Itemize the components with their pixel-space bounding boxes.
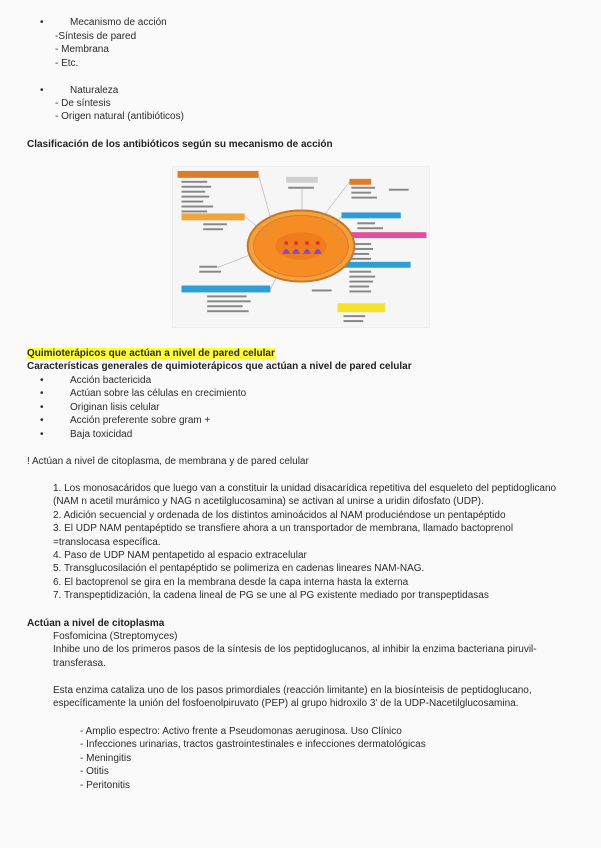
list-item: • Originan lisis celular [40,401,160,413]
list-item: • Acción bactericida [40,375,152,386]
steps-list [53,482,556,603]
list-item: - Amplio espectro: Activo frente a Pseudomonas aeruginosa. Uso Clínico [80,726,402,737]
paragraph-line: Esta enzima cataliza uno de los pasos primordiales (reacción limitante) en la biosínteisis de peptidoglucano, [53,685,532,696]
antibiotic-mechanism-diagram [172,166,430,328]
list-item: 1. Los monosacáridos que luego van a constituir la unidad disacarídica repetitiva del esqueleto del peptidoglicano [53,483,557,494]
list-item: - Membrana [55,44,109,56]
fosfomicina-paragraph [53,684,532,711]
list-item: • Acción preferente sobre gram + [40,415,211,427]
bullet-naturaleza [70,84,118,97]
bullet-mecanismo [70,16,167,29]
list-item: -Síntesis de pared [55,31,137,42]
fosfomicina-title: Fosfomicina (Streptomyces) [53,631,178,642]
list-item: - De síntesis [55,98,111,109]
fosfomicina-block [53,630,537,670]
list-item: 5. Transglucosilación el pentapéptido se polimeriza en cadenas lineares NAM-NAG. [53,563,425,575]
list-item: 7. Transpeptidización, la cadena lineal de PG se une al PG existente mediado por transpeptidasas [53,590,489,602]
classification-heading: Clasificación de los antibióticos según su mecanismo de acción [27,139,333,150]
characteristics-heading: Características generales de quimioterápicos que actúan a nivel de pared celular [27,361,412,372]
paragraph-line: específicamente la unión del fosfoenolpiruvato (PEP) al grupo hidroxilo 3' de la UDP-Nacetilglucosamina. [53,698,519,710]
list-item: =translocasa específica. [53,536,161,548]
highlight-heading-text: Quimioterápicos que actúan a nivel de pared celular [27,348,275,359]
list-item: - Peritonitis [80,779,131,791]
list-item: - Etc. [55,57,79,69]
list-item: (NAM n acetil murámico y NAG n acetilglucosamina) se activan al unirse a uridin difosfato (UDP). [53,496,484,508]
list-item: - Origen natural (antibióticos) [55,111,184,123]
list-item: • Baja toxicidad [40,428,133,440]
list-item: - Meningitis [80,752,132,764]
characteristics-list [40,374,247,441]
mecanismo-items [55,30,136,70]
fosfomicina-uses [80,725,426,792]
highlight-heading [27,347,275,360]
list-item: • Actúan sobre las células en crecimiento [40,388,247,400]
bullet-naturaleza-title: Naturaleza [70,85,119,96]
list-item: - Otitis [80,766,109,778]
naturaleza-items [55,97,184,124]
note-line: ! Actúan a nivel de citoplasma, de membrana y de pared celular [27,456,309,467]
list-item: 2. Adición secuencial y ordenada de los distintos aminoácidos al NAM produciéndose un pentapéptido [53,509,506,521]
fosfomicina-desc: transferasa. [53,657,106,669]
cytoplasm-heading: Actúan a nivel de citoplasma [27,618,165,629]
list-item: 6. El bactoprenol se gira en la membrana desde la capa interna hasta la externa [53,576,409,588]
list-item: - Infecciones urinarias, tractos gastrointestinales e infecciones dermatológicas [80,739,426,751]
list-item: 4. Paso de UDP NAM pentapetido al espacio extracelular [53,549,307,561]
fosfomicina-desc: Inhibe uno de los primeros pasos de la síntesis de los peptidoglucanos, al inhibir la enzima bacteriana piruvil- [53,644,537,656]
list-item: 3. El UDP NAM pentapéptido se transfiere ahora a un transportador de membrana, llamado bactoprenol [53,523,514,535]
bullet-mecanismo-title: Mecanismo de acción [70,17,167,28]
